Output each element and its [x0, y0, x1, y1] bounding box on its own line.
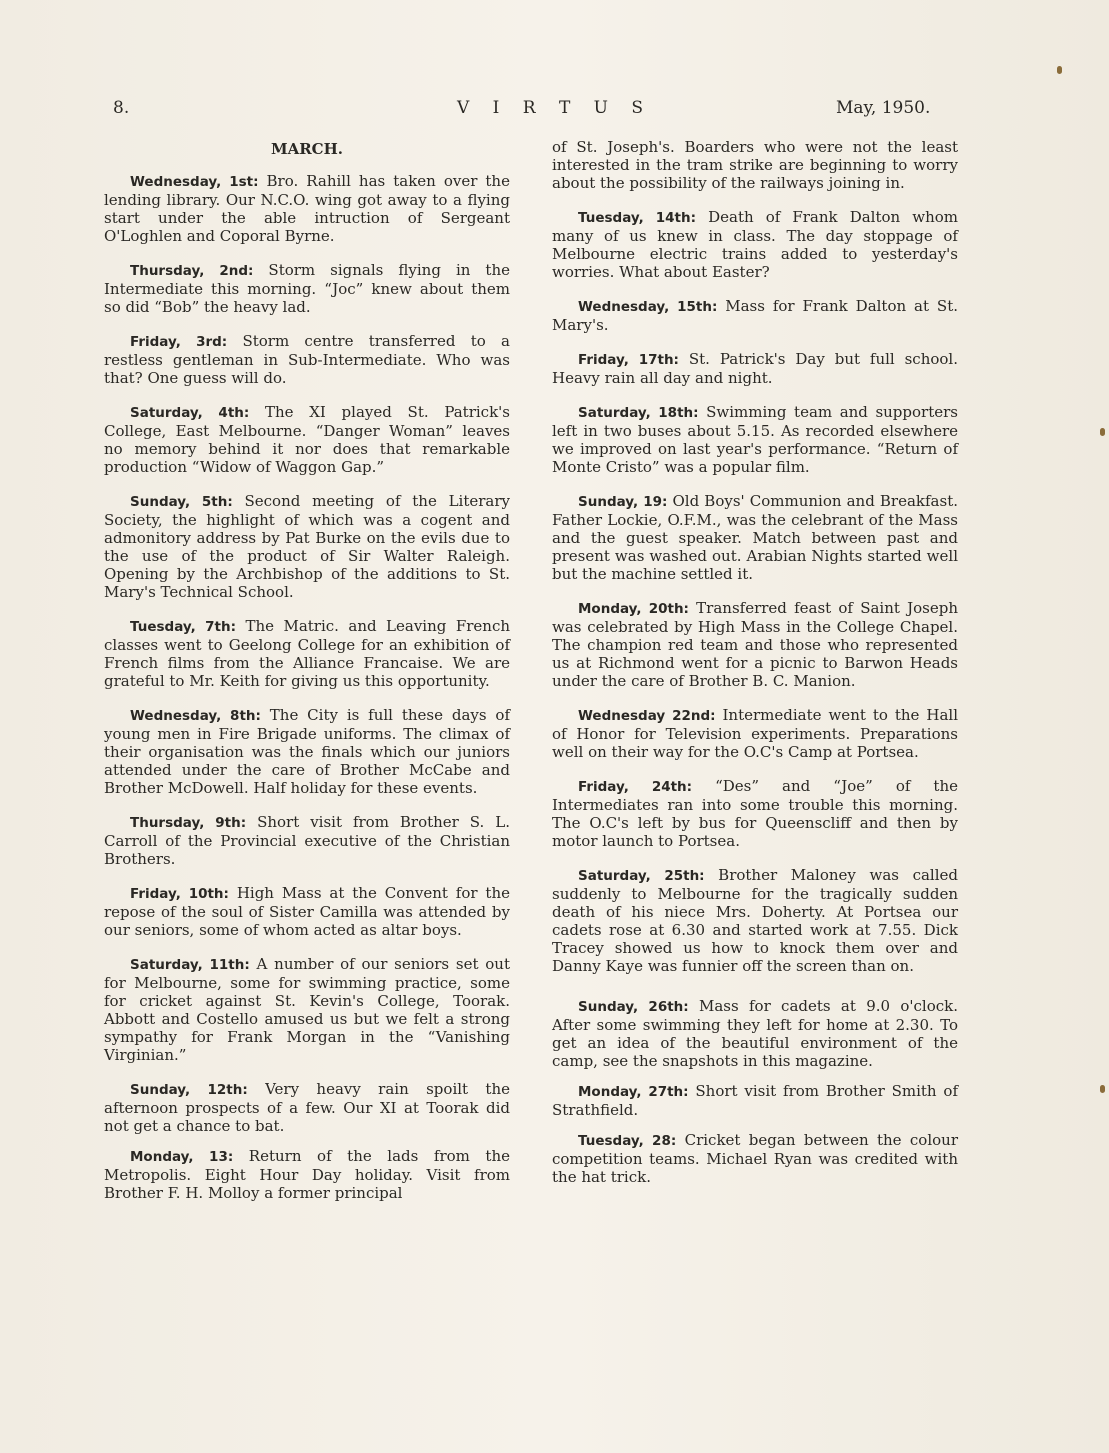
- entry-text: Short visit from Brother S. L. Carroll of the Provincial executive of the Christian Brothers.: [104, 813, 510, 868]
- diary-entry: [104, 1147, 510, 1202]
- entry-text: Storm signals flying in the Intermediate this morning. “Joc” knew about them so did “Bob” the heavy lad.: [104, 261, 510, 316]
- diary-entry: [552, 403, 958, 476]
- entry-text: Short visit from Brother Smith of Strathfield.: [552, 1082, 958, 1119]
- entry-text: A number of our seniors set out for Melbourne, some for swimming practice, some for cricket against St. Kevin's College, Toorak. Abbott and Costello amused us but we felt a strong sympathy for Frank Morgan in the “Vanishing Virginian.”: [104, 955, 510, 1064]
- binding-mark: [1100, 1085, 1105, 1093]
- diary-entry: [104, 332, 510, 387]
- entry-date: Wednesday 22nd:: [578, 708, 716, 724]
- left-column: [104, 138, 510, 1218]
- entry-date: Thursday, 9th:: [130, 815, 247, 831]
- entry-date: Wednesday, 15th:: [578, 299, 718, 315]
- entry-date: Saturday, 25th:: [578, 868, 705, 884]
- diary-entry: [104, 492, 510, 601]
- entry-text: Mass for cadets at 9.0 o'clock. After some swimming they left for home at 2.30. To get an idea of the beautiful environment of the camp, see the snapshots in this magazine.: [552, 997, 959, 1070]
- entry-text: Very heavy rain spoilt the afternoon prospects of a few. Our XI at Toorak did not get a chance to bat.: [104, 1080, 510, 1135]
- diary-entry: [552, 866, 958, 975]
- diary-entry: [552, 706, 958, 761]
- entry-text: Cricket began between the colour competition teams. Michael Ryan was credited with the hat trick.: [552, 1131, 958, 1186]
- entry-date: Wednesday, 1st:: [130, 174, 259, 190]
- entry-date: Friday, 24th:: [578, 779, 693, 795]
- diary-entry: [552, 599, 958, 690]
- entry-date: Sunday, 5th:: [130, 494, 233, 510]
- paper-speck: [1057, 66, 1062, 74]
- entry-text: The XI played St. Patrick's College, East Melbourne. “Danger Woman” leaves no memory behind it nor does that remarkable production “Widow of Waggon Gap.”: [104, 403, 510, 476]
- diary-entry: [104, 955, 510, 1064]
- entry-text: Mass for Frank Dalton at St. Mary's.: [552, 297, 958, 334]
- diary-entry: [552, 208, 958, 281]
- entry-date: Friday, 10th:: [130, 886, 229, 902]
- entry-text: The Matric. and Leaving French classes went to Geelong College for an exhibition of French films from the Alliance Francaise. We are grateful to Mr. Keith for giving us this opportunity.: [104, 617, 510, 690]
- diary-entry: [104, 1080, 510, 1135]
- entry-date: Saturday, 4th:: [130, 405, 250, 421]
- right-column: [552, 138, 958, 1202]
- diary-entry: [104, 706, 510, 797]
- entry-text: Swimming team and supporters left in two buses about 5.15. As recorded elsewhere we improved on last year's performance. “Return of Monte Cristo” was a popular film.: [552, 403, 958, 476]
- entry-date: Saturday, 11th:: [130, 957, 250, 973]
- entry-date: Monday, 27th:: [578, 1084, 689, 1100]
- page-number: 8.: [113, 98, 130, 118]
- binding-mark: [1100, 428, 1105, 436]
- entry-text: Death of Frank Dalton whom many of us knew in class. The day stoppage of Melbourne electric trains added to yesterday's worries. What about Easter?: [552, 208, 959, 281]
- diary-entry: [552, 777, 958, 850]
- entry-text: The City is full these days of young men in Fire Brigade uniforms. The climax of their organisation was the finals which our juniors attended under the care of Brother McCabe and Brother McDowell. Half holiday for these events.: [104, 706, 511, 797]
- entry-date: Monday, 13:: [130, 1149, 234, 1165]
- entry-date: Tuesday, 28:: [578, 1133, 677, 1149]
- diary-entry: [104, 813, 510, 868]
- entry-date: Saturday, 18th:: [578, 405, 699, 421]
- entry-text: Bro. Rahill has taken over the lending library. Our N.C.O. wing got away to a flying start under the able intruction of Sergeant O'Loghlen and Coporal Byrne.: [104, 172, 510, 245]
- magazine-title: V I R T U S: [456, 98, 653, 118]
- entry-text: High Mass at the Convent for the repose of the soul of Sister Camilla was attended by our seniors, some of whom acted as altar boys.: [104, 884, 510, 939]
- entry-date: Monday, 20th:: [578, 601, 689, 617]
- issue-date: May, 1950.: [836, 98, 931, 118]
- page-header: [0, 98, 1109, 124]
- entry-text: “Des” and “Joe” of the Intermediates ran into some trouble this morning. The O.C's left by bus for Queenscliff and then by motor launch to Portsea.: [552, 777, 958, 850]
- diary-entry: [552, 350, 958, 387]
- entry-date: Tuesday, 14th:: [578, 210, 697, 226]
- continued-entry: of St. Joseph's. Boarders who were not the least interested in the tram strike are beginning to worry about the possibility of the railways joining in.: [552, 138, 958, 192]
- diary-entry: [104, 884, 510, 939]
- entry-date: Sunday, 12th:: [130, 1082, 248, 1098]
- entry-text: St. Patrick's Day but full school. Heavy rain all day and night.: [552, 350, 958, 387]
- diary-entry: [552, 297, 958, 334]
- month-heading: MARCH.: [270, 140, 344, 158]
- entry-text: Second meeting of the Literary Society, the highlight of which was a cogent and admonitory address by Pat Burke on the evils due to the use of the product of Sir Walter Raleigh. Opening by the Archbishop of the additions to St. Mary's Technical School.: [104, 492, 510, 601]
- diary-entry: [104, 403, 510, 476]
- diary-entry: [552, 997, 958, 1070]
- diary-entry: [552, 1082, 958, 1119]
- diary-entry: [104, 261, 510, 316]
- diary-entry: [552, 492, 958, 583]
- entry-date: Sunday, 26th:: [578, 999, 689, 1015]
- entry-text: Old Boys' Communion and Breakfast. Father Lockie, O.F.M., was the celebrant of the Mass and the guest speaker. Match between past and present was washed out. Arabian Nights started well but the machine settled it.: [552, 492, 958, 583]
- entry-date: Thursday, 2nd:: [130, 263, 254, 279]
- diary-entry: [104, 617, 510, 690]
- diary-entry: [104, 172, 510, 245]
- diary-entry: [552, 1131, 958, 1186]
- entry-text: Return of the lads from the Metropolis. Eight Hour Day holiday. Visit from Brother F. H. Molloy a former principal: [104, 1147, 510, 1202]
- entry-text: Storm centre transferred to a restless gentleman in Sub-Intermediate. Who was that? One guess will do.: [104, 332, 510, 387]
- entry-date: Tuesday, 7th:: [130, 619, 237, 635]
- entry-text: Transferred feast of Saint Joseph was celebrated by High Mass in the College Chapel. The champion red team and those who represented us at Richmond went for a picnic to Barwon Heads under the care of Brother B. C. Manion.: [552, 599, 958, 690]
- entry-text: Intermediate went to the Hall of Honor for Television experiments. Preparations well on their way for the O.C's Camp at Portsea.: [552, 706, 958, 761]
- entry-date: Friday, 17th:: [578, 352, 679, 368]
- entry-date: Friday, 3rd:: [130, 334, 228, 350]
- entry-date: Wednesday, 8th:: [130, 708, 261, 724]
- entry-text: Brother Maloney was called suddenly to Melbourne for the tragically sudden death of his niece Mrs. Doherty. At Portsea our cadets rose at 6.30 and started work at 7.55. Dick Tracey showed us how to knock them over and Danny Kaye was funnier off the screen than on.: [552, 866, 958, 975]
- entry-date: Sunday, 19:: [578, 494, 668, 510]
